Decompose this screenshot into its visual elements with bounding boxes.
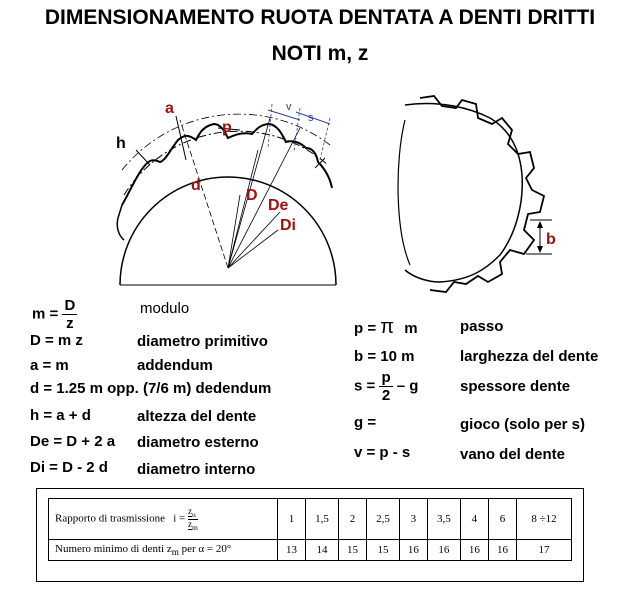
desc-passo: passo	[460, 318, 504, 335]
desc-gioco: gioco (solo per s)	[460, 416, 586, 433]
page-subtitle: NOTI m, z	[271, 42, 369, 65]
formula-diametro-primitivo: D = m z	[30, 332, 83, 349]
min-teeth-cell: 15	[367, 540, 400, 561]
table-row	[49, 540, 572, 561]
ratio-cell: 1,5	[306, 499, 339, 540]
desc-modulo: modulo	[140, 300, 190, 317]
row-label-ratio: Rapporto di trasmissione i = $\frac{z_u}{z_m}$	[49, 499, 278, 540]
desc-spessore: spessore dente	[460, 378, 571, 395]
min-teeth-cell: 14	[306, 540, 339, 561]
formula-modulo: m = $\frac{D}{z}$	[32, 297, 76, 332]
desc-diametro-interno: diametro interno	[137, 461, 256, 478]
label-v: v	[286, 101, 292, 113]
label-h: h	[116, 135, 126, 152]
table-row	[49, 499, 572, 540]
formula-vano: v = p - s	[354, 444, 411, 461]
teeth-outline	[122, 124, 332, 205]
label-Di: Di	[280, 217, 296, 234]
desc-larghezza: larghezza del dente	[460, 348, 599, 365]
formula-addendum: a = m	[30, 357, 69, 374]
page-title: DIMENSIONAMENTO RUOTA DENTATA A DENTI DRITTI	[44, 6, 596, 29]
label-a: a	[165, 100, 174, 117]
desc-diametro-primitivo: diametro primitivo	[137, 333, 268, 350]
min-teeth-cell: 16	[399, 540, 427, 561]
transmission-table	[48, 498, 572, 561]
row-label-min-teeth: Numero minimo di denti $z_m$ per α = 20°	[49, 540, 278, 561]
label-s: s	[308, 112, 314, 124]
label-D: D	[246, 187, 258, 204]
formula-diametro-esterno: De = D + 2 a	[30, 433, 116, 450]
ratio-cell: 4	[460, 499, 488, 540]
ratio-cell: 3,5	[427, 499, 460, 540]
label-De: De	[268, 197, 289, 214]
min-teeth-cell: 16	[427, 540, 460, 561]
min-teeth-cell: 16	[460, 540, 488, 561]
formula-dedendum: d = 1.25 m opp. (7/6 m) dedendum	[30, 380, 272, 397]
formula-spessore: s = $\frac{p}{2}$ – g	[354, 369, 419, 404]
label-b: b	[546, 231, 556, 248]
ratio-cell: 3	[399, 499, 427, 540]
label-d: d	[191, 177, 201, 194]
ratio-cell: 2,5	[367, 499, 400, 540]
desc-addendum: addendum	[137, 357, 213, 374]
formula-diametro-interno: Di = D - 2 d	[30, 459, 108, 476]
label-p: p	[222, 119, 232, 136]
desc-diametro-esterno: diametro esterno	[137, 434, 259, 451]
formula-gioco: g =	[354, 414, 377, 431]
desc-altezza: altezza del dente	[137, 408, 257, 425]
pitch-circle	[124, 131, 328, 195]
ratio-cell: 6	[488, 499, 516, 540]
formula-larghezza: b = 10 m	[354, 348, 415, 365]
ratio-cell: 2	[338, 499, 366, 540]
min-teeth-cell: 13	[278, 540, 306, 561]
formula-altezza: h = a + d	[30, 407, 91, 424]
inner-circle-arc	[120, 177, 336, 285]
min-teeth-cell: 17	[517, 540, 572, 561]
formula-passo: p = π m	[354, 316, 418, 338]
desc-vano: vano del dente	[460, 446, 566, 463]
right-gear-teeth	[420, 96, 544, 292]
ratio-cell: 1	[278, 499, 306, 540]
ratio-cell: 8 ÷12	[517, 499, 572, 540]
min-teeth-cell: 16	[488, 540, 516, 561]
min-teeth-cell: 15	[338, 540, 366, 561]
